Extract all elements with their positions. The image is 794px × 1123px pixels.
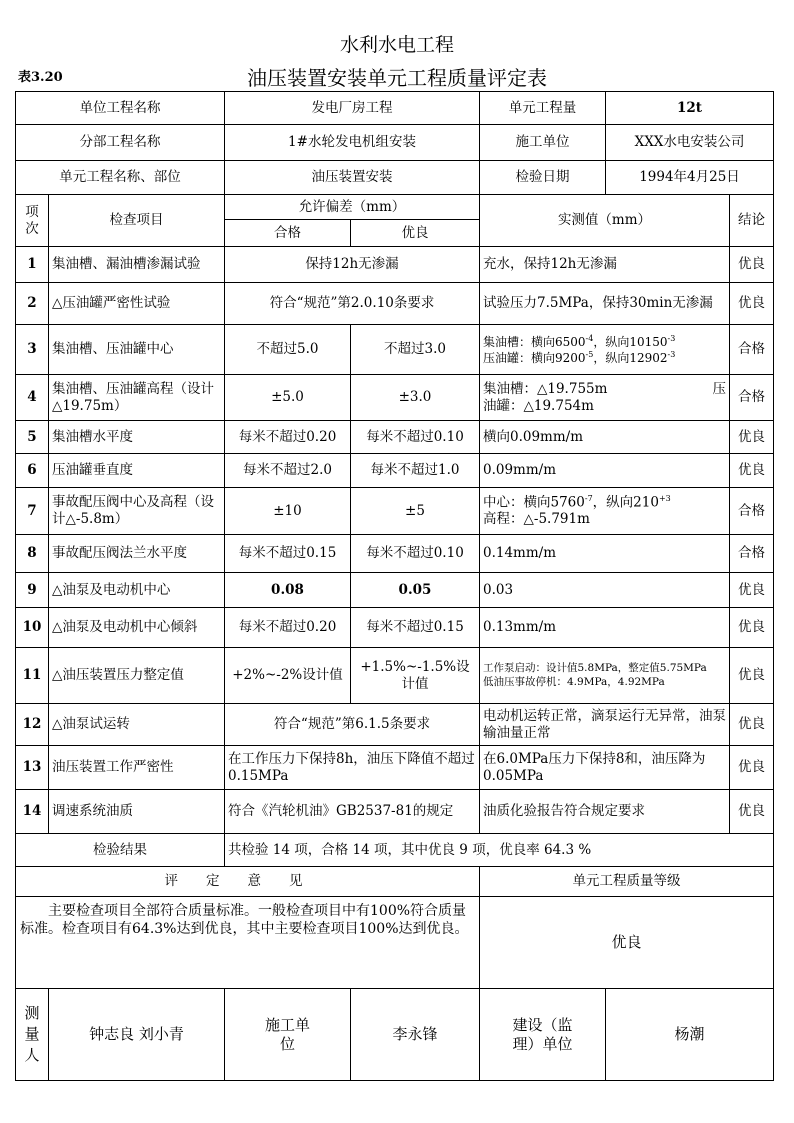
row-item: △油泵试运转 xyxy=(49,704,225,746)
contractor-value: XXX水电安装公司 xyxy=(606,125,774,161)
row-no: 6 xyxy=(16,454,49,488)
row-measured: 集油槽：△19.755m 压 油罐：△19.754m xyxy=(480,375,730,421)
row-no: 14 xyxy=(16,790,49,834)
element-label: 单元工程名称、部位 xyxy=(16,161,225,195)
row-qualified: 0.08 xyxy=(225,573,351,608)
row-result: 优良 xyxy=(730,608,774,648)
col-tolerance: 允许偏差（mm） xyxy=(225,195,480,220)
row-item: △压油罐严密性试验 xyxy=(49,283,225,325)
row-item: △油泵及电动机中心倾斜 xyxy=(49,608,225,648)
row-result: 优良 xyxy=(730,454,774,488)
surveyor-names: 钟志良 刘小青 xyxy=(49,989,225,1081)
grade-value: 优良 xyxy=(480,897,774,989)
row-measured: 充水，保持12h无渗漏 xyxy=(480,247,730,283)
row-qualified: 每米不超过2.0 xyxy=(225,454,351,488)
table-row xyxy=(16,247,774,283)
row-measured: 集油槽：横向$6500^{-4}$，纵向$10150^{-3}$ 压油罐：横向$9200^{-5}$，纵向$12902^{-3}$ xyxy=(480,325,730,375)
table-row xyxy=(16,325,774,375)
row-no: 4 xyxy=(16,375,49,421)
row-measured: 0.03 xyxy=(480,573,730,608)
table-row xyxy=(16,283,774,325)
subproject-value: 1#水轮发电机组安装 xyxy=(225,125,480,161)
result-value: 共检验 14 项，合格 14 项，其中优良 9 项，优良率 64.3 % xyxy=(225,834,774,867)
row-excellent: 每米不超过1.0 xyxy=(351,454,480,488)
row-tolerance: 在工作压力下保持8h，油压下降值不超过0.15MPa xyxy=(225,746,480,790)
row-item: 集油槽、漏油槽渗漏试验 xyxy=(49,247,225,283)
row-qualified: 每米不超过0.20 xyxy=(225,421,351,454)
row-excellent: 0.05 xyxy=(351,573,480,608)
row-measured: 0.14mm/m xyxy=(480,535,730,573)
result-row xyxy=(16,834,774,867)
row-no: 11 xyxy=(16,648,49,704)
row-result: 合格 xyxy=(730,535,774,573)
row-no: 3 xyxy=(16,325,49,375)
table-row xyxy=(16,421,774,454)
row-tolerance: 保持12h无渗漏 xyxy=(225,247,480,283)
construction-label: 施工单位 xyxy=(225,989,351,1081)
row-qualified: 每米不超过0.20 xyxy=(225,608,351,648)
row-tolerance: 符合《汽轮机油》GB2537-81的规定 xyxy=(225,790,480,834)
date-value: 1994年4月25日 xyxy=(606,161,774,195)
col-check-item: 检查项目 xyxy=(49,195,225,247)
row-item: 集油槽、压油罐高程（设计△19.75m） xyxy=(49,375,225,421)
quantity-value: 12t xyxy=(606,92,774,125)
owner-label: 建设（监理）单位 xyxy=(480,989,606,1081)
row-tolerance: 符合“规范”第2.0.10条要求 xyxy=(225,283,480,325)
info-row-subproject xyxy=(16,125,774,161)
row-measured: 油质化验报告符合规定要求 xyxy=(480,790,730,834)
row-item: 压油罐垂直度 xyxy=(49,454,225,488)
row-excellent: 不超过3.0 xyxy=(351,325,480,375)
row-no: 2 xyxy=(16,283,49,325)
row-result: 优良 xyxy=(730,573,774,608)
row-no: 13 xyxy=(16,746,49,790)
row-no: 12 xyxy=(16,704,49,746)
table-row xyxy=(16,790,774,834)
row-excellent: 每米不超过0.10 xyxy=(351,421,480,454)
row-measured: 工作泵启动：设计值5.8MPa，整定值5.75MPa 低油压事故停机：4.9MPa，4.92MPa xyxy=(480,648,730,704)
row-qualified: ±5.0 xyxy=(225,375,351,421)
row-qualified: +2%~-2%设计值 xyxy=(225,648,351,704)
row-item: △油压装置压力整定值 xyxy=(49,648,225,704)
contractor-label: 施工单位 xyxy=(480,125,606,161)
unit-project-value: 发电厂房工程 xyxy=(225,92,480,125)
col-conclusion: 结论 xyxy=(730,195,774,247)
row-no: 8 xyxy=(16,535,49,573)
row-measured: 0.09mm/m xyxy=(480,454,730,488)
row-measured: 0.13mm/m xyxy=(480,608,730,648)
row-excellent: 每米不超过0.15 xyxy=(351,608,480,648)
info-row-unit xyxy=(16,92,774,125)
opinion-label: 评定意见 xyxy=(16,867,480,897)
row-item: 集油槽水平度 xyxy=(49,421,225,454)
form-title: 油压装置安装单元工程质量评定表 xyxy=(247,66,547,90)
opinion-header-row xyxy=(16,867,774,897)
row-excellent: 每米不超过0.10 xyxy=(351,535,480,573)
top-title: 水利水电工程 xyxy=(339,34,454,56)
table-row xyxy=(16,375,774,421)
table-row xyxy=(16,608,774,648)
col-excellent: 优良 xyxy=(351,220,480,247)
row-result: 优良 xyxy=(730,421,774,454)
table-row xyxy=(16,573,774,608)
element-value: 油压装置安装 xyxy=(225,161,480,195)
row-item: 事故配压阀法兰水平度 xyxy=(49,535,225,573)
col-qualified: 合格 xyxy=(225,220,351,247)
construction-name: 李永锋 xyxy=(351,989,480,1081)
opinion-text: 主要检查项目全部符合质量标准。一般检查项目中有100%符合质量标准。检查项目有64.3%达到优良，其中主要检查项目100%达到优良。 xyxy=(16,897,480,989)
row-measured: 横向0.09mm/m xyxy=(480,421,730,454)
row-item: △油泵及电动机中心 xyxy=(49,573,225,608)
row-result: 优良 xyxy=(730,247,774,283)
result-label: 检验结果 xyxy=(16,834,225,867)
subproject-label: 分部工程名称 xyxy=(16,125,225,161)
table-row xyxy=(16,488,774,535)
row-qualified: 不超过5.0 xyxy=(225,325,351,375)
row-no: 7 xyxy=(16,488,49,535)
col-measured: 实测值（mm） xyxy=(480,195,730,247)
table-row xyxy=(16,535,774,573)
date-label: 检验日期 xyxy=(480,161,606,195)
quality-evaluation-table xyxy=(15,91,774,1081)
table-number: 表3.20 xyxy=(18,70,63,85)
row-result: 优良 xyxy=(730,648,774,704)
col-item-no: 项次 xyxy=(16,195,49,247)
row-qualified: ±10 xyxy=(225,488,351,535)
row-result: 优良 xyxy=(730,790,774,834)
quantity-label: 单元工程量 xyxy=(480,92,606,125)
table-row xyxy=(16,648,774,704)
row-tolerance: 符合“规范”第6.1.5条要求 xyxy=(225,704,480,746)
row-measured: 电动机运转正常，滴泵运行无异常，油泵输油量正常 xyxy=(480,704,730,746)
row-result: 优良 xyxy=(730,746,774,790)
row-item: 集油槽、压油罐中心 xyxy=(49,325,225,375)
row-measured: 在6.0MPa压力下保持8和，油压降为0.05MPa xyxy=(480,746,730,790)
surveyor-label: 测量人 xyxy=(16,989,49,1081)
row-excellent: +1.5%~-1.5%设计值 xyxy=(351,648,480,704)
info-row-element xyxy=(16,161,774,195)
row-no: 10 xyxy=(16,608,49,648)
row-result: 优良 xyxy=(730,704,774,746)
grade-label: 单元工程质量等级 xyxy=(480,867,774,897)
row-result: 合格 xyxy=(730,375,774,421)
row-excellent: ±5 xyxy=(351,488,480,535)
unit-project-label: 单位工程名称 xyxy=(16,92,225,125)
row-measured: 试验压力7.5MPa，保持30min无渗漏 xyxy=(480,283,730,325)
table-row xyxy=(16,704,774,746)
row-qualified: 每米不超过0.15 xyxy=(225,535,351,573)
row-result: 合格 xyxy=(730,488,774,535)
row-item: 油压装置工作严密性 xyxy=(49,746,225,790)
row-result: 优良 xyxy=(730,283,774,325)
table-row xyxy=(16,746,774,790)
signature-row xyxy=(16,989,774,1081)
owner-name: 杨潮 xyxy=(606,989,774,1081)
row-item: 事故配压阀中心及高程（设计△-5.8m） xyxy=(49,488,225,535)
row-result: 合格 xyxy=(730,325,774,375)
row-measured: 中心：横向$5760^{-7}$，纵向$210^{+3}$ 高程：△-5.791m xyxy=(480,488,730,535)
opinion-body-row xyxy=(16,897,774,989)
row-no: 5 xyxy=(16,421,49,454)
column-header-row xyxy=(16,195,774,220)
table-row xyxy=(16,454,774,488)
row-no: 9 xyxy=(16,573,49,608)
row-no: 1 xyxy=(16,247,49,283)
row-item: 调速系统油质 xyxy=(49,790,225,834)
row-excellent: ±3.0 xyxy=(351,375,480,421)
